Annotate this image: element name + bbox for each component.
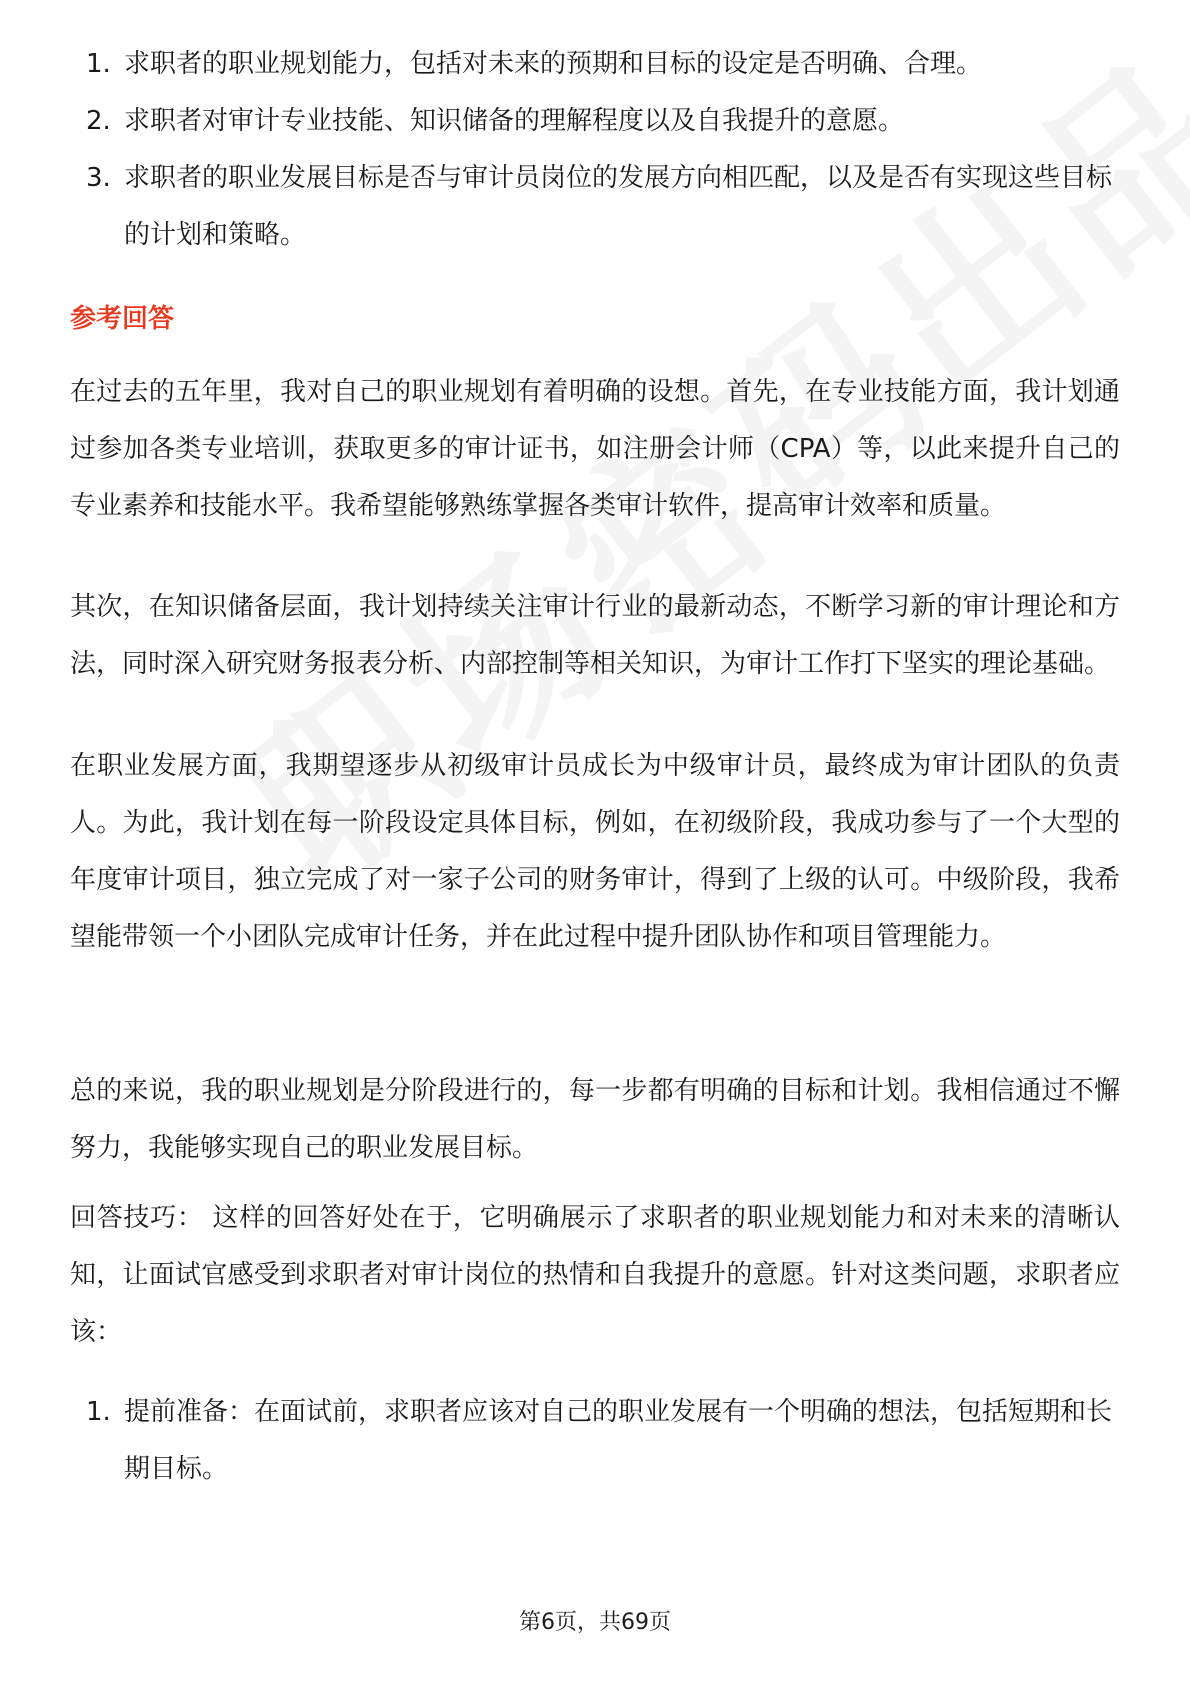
- list-text: 求职者的职业发展目标是否与审计员岗位的发展方向相匹配，以及是否有实现这些目标的计划和策略。: [124, 163, 1113, 250]
- list-item: [70, 36, 1120, 93]
- answer-paragraph: 总的来说，我的职业规划是分阶段进行的，每一步都有明确的目标和计划。我相信通过不懈努力，我能够实现自己的职业发展目标。: [70, 1076, 1120, 1163]
- answer-paragraph: 在职业发展方面，我期望逐步从初级审计员成长为中级审计员，最终成为审计团队的负责人。为此，我计划在每一阶段设定具体目标，例如，在初级阶段，我成功参与了一个大型的年度审计项目，独立完成了对一家子公司的财务审计，得到了上级的认可。中级阶段，我希望能带领一个小团队完成审计任务，并在此过程中提升团队协作和项目管理能力。: [70, 751, 1120, 952]
- answer-paragraph: 其次，在知识储备层面，我计划持续关注审计行业的最新动态，不断学习新的审计理论和方法，同时深入研究财务报表分析、内部控制等相关知识，为审计工作打下坚实的理论基础。: [70, 592, 1120, 679]
- list-text: 求职者对审计专业技能、知识储备的理解程度以及自我提升的意愿。: [124, 106, 905, 136]
- list-item: [70, 1384, 1120, 1498]
- criteria-list: [70, 36, 1120, 264]
- list-item: [70, 150, 1120, 264]
- tips-list: [70, 1384, 1120, 1498]
- list-number: 1.: [86, 49, 111, 79]
- page-number-footer: 第6页，共69页: [519, 1610, 671, 1635]
- reference-answer-heading: 参考回答: [70, 304, 175, 334]
- answer-tip-paragraph: 回答技巧： 这样的回答好处在于，它明确展示了求职者的职业规划能力和对未来的清晰认知，让面试官感受到求职者对审计岗位的热情和自我提升的意愿。针对这类问题，求职者应该：: [70, 1203, 1120, 1347]
- list-item: [70, 93, 1120, 150]
- list-text: 提前准备：在面试前，求职者应该对自己的职业发展有一个明确的想法，包括短期和长期目标。: [124, 1397, 1113, 1484]
- list-text: 求职者的职业规划能力，包括对未来的预期和目标的设定是否明确、合理。: [124, 49, 983, 79]
- list-number: 2.: [86, 106, 111, 136]
- list-number: 1.: [86, 1397, 111, 1427]
- answer-paragraph: 在过去的五年里，我对自己的职业规划有着明确的设想。首先，在专业技能方面，我计划通过参加各类专业培训，获取更多的审计证书，如注册会计师（CPA）等，以此来提升自己的专业素养和技能水平。我希望能够熟练掌握各类审计软件，提高审计效率和质量。: [70, 377, 1120, 521]
- list-number: 3.: [86, 163, 111, 193]
